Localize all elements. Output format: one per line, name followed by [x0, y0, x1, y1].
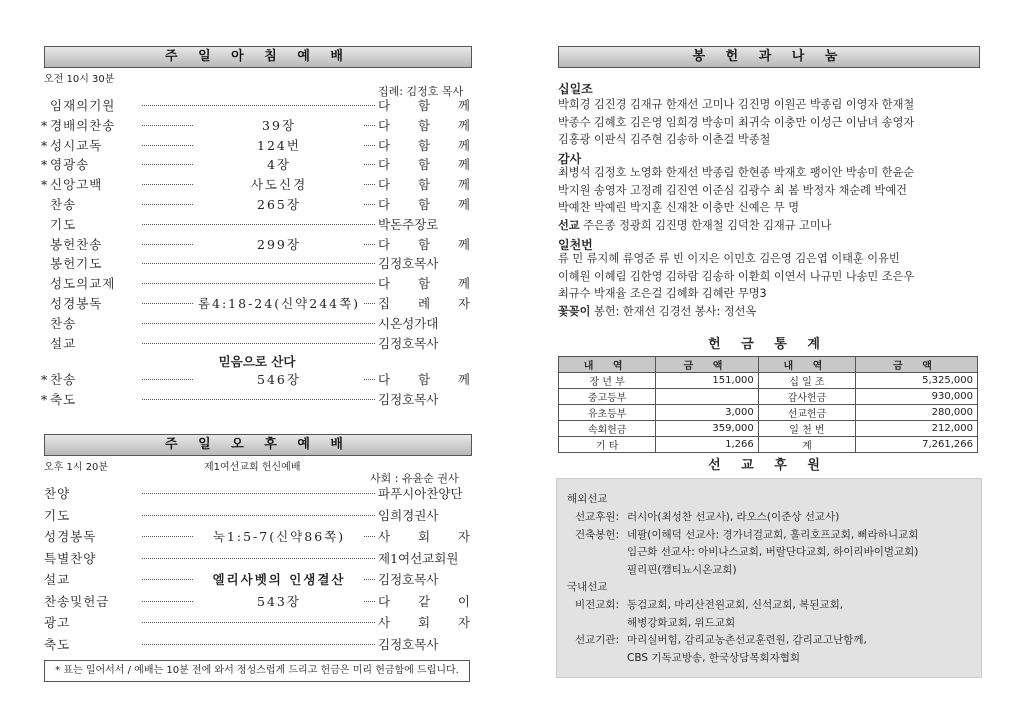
dot-leader	[142, 493, 375, 494]
weekly-line: 최규수 박재율 조은걸 김혜화 김혜란 무명3	[558, 287, 767, 301]
finance-category: 십 일 조	[758, 373, 855, 389]
tithe-title: 십일조	[558, 82, 593, 96]
order-item	[44, 314, 470, 334]
order-item-leader: 다 함 께	[378, 276, 470, 292]
order-item-leader: 임희경권사	[378, 507, 439, 523]
finance-row	[559, 405, 978, 421]
stand-marker: *	[41, 137, 48, 153]
order-item-label: 찬송	[50, 315, 77, 331]
order-item-label: 봉헌찬송	[50, 236, 103, 252]
order-item	[41, 116, 470, 136]
finance-col-header: 금 액	[656, 357, 758, 373]
finance-amount: 5,325,000	[856, 373, 978, 389]
order-item	[41, 136, 470, 156]
finance-category: 일 천 번	[758, 421, 855, 437]
finance-amount: 280,000	[856, 405, 978, 421]
order-item-leader: 사 회 자	[378, 529, 470, 544]
order-item-leader: 김정호목사	[378, 256, 439, 272]
order-item-detail: 롬4:18-24(신약244쪽)	[194, 294, 364, 314]
finance-category: 기 타	[559, 437, 656, 453]
order-item-leader: 제1여선교회원	[378, 550, 459, 566]
flower-text: 봉헌: 한재선 김경선 봉사: 정선옥	[593, 304, 757, 318]
finance-row	[559, 421, 978, 437]
finance-amount: 7,261,266	[856, 437, 978, 453]
offering-title: 봉 헌 과 나 눔	[692, 49, 846, 64]
dot-leader	[142, 558, 375, 559]
finance-amount: 212,000	[856, 421, 978, 437]
mission-label: 선교	[558, 218, 580, 232]
order-item-label: 찬송	[50, 372, 77, 387]
mission-detail: 러시아(최성찬 선교사), 라오스(이준상 선교사)	[627, 511, 840, 523]
mission-detail: 해병강화교회, 위드교회	[627, 616, 736, 629]
order-item	[44, 195, 470, 215]
finance-amount	[656, 389, 758, 405]
mission-detail: 네팔(이해덕 선교사: 경가너걸교회, 훌리호프교회, 삐라하니교회	[627, 528, 919, 541]
order-item-leader: 집 례 자	[378, 296, 470, 311]
missions-title: 선 교 후 원	[708, 458, 828, 473]
order-item-detail: 265장	[194, 195, 364, 215]
order-item-leader: 다 함 께	[378, 157, 470, 173]
order-item-leader: 사 회 자	[378, 615, 470, 630]
order-item-detail: 543장	[194, 592, 364, 612]
thanks-line: 최병석 김정호 노영화 한재선 박종림 한현종 박재호 팽이안 박송미 한윤순	[558, 166, 915, 179]
offering-header	[558, 46, 980, 68]
order-item-label: 영광송	[50, 157, 90, 173]
finance-amount: 151,000	[656, 373, 758, 389]
finance-title: 헌 금 통 계	[708, 337, 828, 352]
overseas-title: 해외선교	[567, 493, 608, 505]
thanks-title: 감사	[558, 152, 582, 166]
finance-amount: 3,000	[656, 405, 758, 421]
flower-line	[558, 303, 982, 321]
missions-box	[556, 478, 982, 678]
order-item-label: 특별찬양	[44, 550, 97, 566]
finance-category: 속회헌금	[559, 421, 656, 437]
order-item	[44, 549, 470, 569]
order-item-detail: 사도신경	[194, 175, 364, 195]
finance-col-header: 금 액	[856, 357, 978, 373]
order-item-leader: 다 함 께	[378, 117, 470, 133]
dot-leader	[142, 263, 375, 264]
order-item-label: 성시교독	[50, 137, 103, 153]
dot-leader	[142, 399, 375, 400]
mission-category: 건축봉헌:	[575, 528, 620, 541]
finance-category: 장 년 부	[559, 373, 656, 389]
order-item-label: 성경봉독	[50, 296, 103, 311]
weekly-line: 이혜원 이혜림 김한영 김하람 김송하 이환희 이연서 나규민 나송민 조은우	[558, 269, 915, 283]
afternoon-presider: 사회 : 유윤순 권사	[370, 472, 459, 485]
mission-detail: CBS 기독교방송, 한국상담목회자협회	[627, 651, 801, 664]
order-item-leader: 다 함 께	[378, 98, 470, 113]
dot-leader	[142, 224, 375, 225]
mission-category: 비전교회:	[575, 599, 620, 611]
thanks-line: 박예찬 박예린 박지훈 신재찬 이충만 신예은 무 명	[558, 201, 800, 215]
footer-note: * 표는 일어서서 / 예배는 10분 전에 와서 정성스럽게 드리고 헌금은 미리 헌금함에 드립니다.	[44, 660, 470, 682]
order-item-label: 성도의교제	[50, 276, 116, 292]
order-item-detail: 546장	[194, 370, 364, 390]
finance-row	[559, 373, 978, 389]
mission-detail: 임근화 선교사: 아비나스교회, 버랄단다교회, 하이리바이벌교회)	[627, 546, 919, 558]
order-item	[44, 570, 470, 590]
order-item	[41, 390, 470, 410]
order-item-label: 축도	[50, 392, 77, 407]
flower-label: 꽃꽂이	[558, 304, 591, 318]
tithe-names	[558, 96, 982, 149]
stand-marker: *	[41, 177, 48, 193]
order-item	[41, 175, 470, 195]
order-item-leader: 다 함 께	[378, 372, 470, 387]
dot-leader	[142, 622, 375, 623]
finance-amount: 1,266	[656, 437, 758, 453]
thanks-names	[558, 164, 982, 234]
tithe-line: 박종수 김혜호 김은영 임희경 박송미 최귀숙 이충만 이성근 이남녀 송영자	[558, 115, 915, 129]
order-item-label: 경배의찬송	[50, 117, 116, 133]
order-item	[44, 484, 470, 504]
order-item-leader: 파푸시아찬양단	[378, 486, 463, 501]
order-item-detail: 눅1:5-7(신약86쪽)	[194, 527, 364, 547]
order-item	[44, 334, 470, 354]
mission-detail: 필리핀(캠티뇨시온교회)	[627, 563, 737, 576]
order-item-label: 찬송및헌금	[44, 593, 110, 609]
order-item-leader: 다 함 께	[378, 197, 470, 212]
order-item-leader: 김정호목사	[378, 335, 439, 351]
morning-sermon-title: 믿음으로 산다	[218, 354, 296, 369]
order-item-label: 성경봉독	[44, 529, 97, 544]
finance-category: 감사헌금	[758, 389, 855, 405]
finance-category: 선교헌금	[758, 405, 855, 421]
order-item-label: 광고	[44, 615, 71, 630]
order-item-detail: 엘리사벳의 인생결산	[194, 570, 364, 590]
weekly-title: 일천번	[558, 238, 593, 252]
order-item	[44, 294, 470, 314]
order-item	[41, 155, 470, 175]
morning-service-header	[44, 46, 472, 68]
order-item	[44, 96, 470, 116]
mission-offering-line	[558, 217, 982, 235]
tithe-line: 박희경 김진경 김재규 한재선 고미나 김진명 이원곤 박종림 이영자 한재철	[558, 98, 915, 111]
order-item-leader: 김정호목사	[378, 636, 439, 652]
order-item	[44, 274, 470, 294]
finance-amount: 359,000	[656, 421, 758, 437]
finance-col-header: 내 역	[559, 357, 656, 373]
mission-category: 선교기관:	[575, 634, 620, 646]
order-item	[41, 370, 470, 390]
order-item-leader: 다 함 께	[378, 236, 470, 252]
mission-detail: 동검교회, 마리산전원교회, 신석교회, 복된교회,	[627, 599, 844, 611]
tithe-line: 김홍광 이판식 김주현 김송하 이춘걸 박종철	[558, 133, 771, 147]
weekly-line: 류 민 류지혜 류영준 류 빈 이지은 이민호 김은영 김은엽 이태훈 이유빈	[558, 252, 900, 265]
order-item-label: 기도	[44, 507, 71, 523]
afternoon-subtitle: 제1여선교회 헌신예배	[204, 462, 301, 473]
order-item-label: 축도	[44, 636, 71, 652]
finance-header-row	[559, 357, 978, 373]
order-item-leader: 박돈주장로	[378, 216, 439, 232]
order-item-leader: 다 함 께	[378, 177, 470, 193]
order-item-label: 기도	[50, 216, 77, 232]
order-item-label: 찬송	[50, 197, 77, 212]
afternoon-service-title: 주 일 오 후 예 배	[165, 437, 351, 452]
afternoon-service-header	[44, 434, 472, 456]
order-item-leader: 김정호목사	[378, 392, 439, 407]
morning-presider: 집례: 김정호 목사	[378, 85, 464, 98]
dot-leader	[142, 105, 375, 106]
mission-names: 주은종 정광희 김진명 한재철 김덕찬 김재규 고미나	[583, 218, 832, 232]
finance-category: 유초등부	[559, 405, 656, 421]
finance-row	[559, 389, 978, 405]
afternoon-time: 오후 1시 20분	[44, 462, 109, 473]
stand-marker: *	[41, 392, 48, 407]
order-item	[44, 635, 470, 655]
order-item	[44, 215, 470, 235]
finance-col-header: 내 역	[758, 357, 855, 373]
order-item	[44, 506, 470, 526]
finance-category: 계	[758, 437, 855, 453]
morning-service-title: 주 일 아 침 예 배	[165, 49, 351, 64]
order-item-label: 신앙고백	[50, 177, 103, 193]
mission-category: 선교후원:	[575, 511, 620, 523]
order-item	[44, 592, 470, 612]
finance-table	[558, 356, 978, 453]
order-item-detail: 39장	[194, 116, 364, 136]
order-item-label: 설교	[44, 572, 71, 587]
order-item	[44, 613, 470, 633]
dot-leader	[142, 283, 375, 284]
order-item	[44, 527, 470, 547]
stand-marker: *	[41, 117, 48, 133]
order-item-leader: 김정호목사	[378, 572, 439, 587]
finance-category: 중고등부	[559, 389, 656, 405]
domestic-title: 국내선교	[567, 581, 608, 593]
order-item	[44, 235, 470, 255]
order-item-label: 임재의기원	[50, 98, 116, 113]
dot-leader	[142, 515, 375, 516]
order-item-detail: 124번	[194, 136, 364, 156]
stand-marker: *	[41, 157, 48, 173]
morning-time: 오전 10시 30분	[44, 74, 115, 85]
order-item-label: 찬양	[44, 486, 71, 501]
thanks-line: 박지원 송영자 고정례 김진연 이준심 김광수 최 봄 박정자 채순례 박예건	[558, 183, 907, 197]
dot-leader	[142, 644, 375, 645]
finance-row	[559, 437, 978, 453]
order-item	[44, 254, 470, 274]
order-item-leader: 다 같 이	[378, 593, 470, 609]
order-item-leader: 다 함 께	[378, 137, 470, 153]
order-item-label: 봉헌기도	[50, 256, 103, 272]
stand-marker: *	[41, 372, 48, 387]
order-item-detail: 4장	[194, 155, 364, 175]
order-item-leader: 시온성가대	[378, 315, 439, 331]
dot-leader	[142, 323, 375, 324]
mission-detail: 마리실버힘, 감리교농촌선교훈련원, 감리교고난함께,	[627, 634, 867, 646]
weekly-names	[558, 250, 982, 320]
order-item-detail: 299장	[194, 235, 364, 255]
finance-amount: 930,000	[856, 389, 978, 405]
dot-leader	[142, 343, 375, 344]
order-item-label: 설교	[50, 335, 77, 351]
